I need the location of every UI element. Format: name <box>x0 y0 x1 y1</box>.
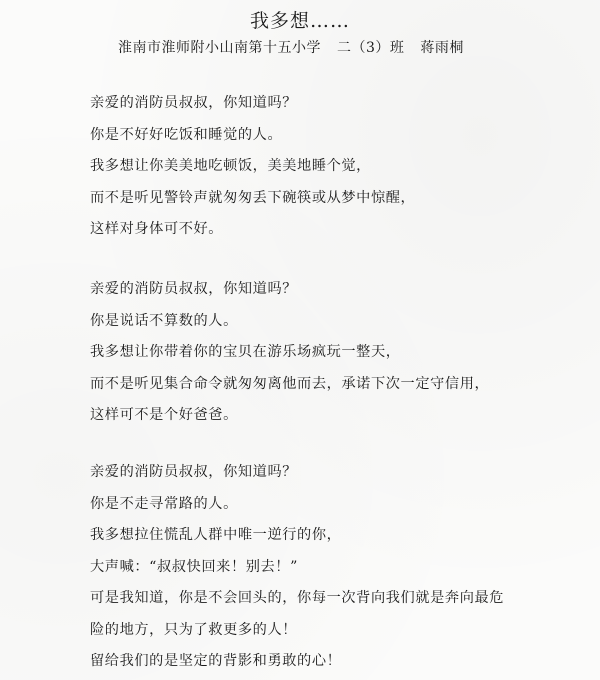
stanza-2 <box>90 274 489 432</box>
poem-line: 你是不好好吃饭和睡觉的人。 <box>90 126 283 143</box>
poem-line: 我多想让你带着你的宝贝在游乐场疯玩一整天， <box>90 344 401 360</box>
poem-line: 而不是听见警铃声就匆匆丢下碗筷或从梦中惊醒， <box>90 189 416 206</box>
school-name: 淮南市淮师附小山南第十五小学 <box>118 40 321 56</box>
poem-line: 这样对身体可不好。 <box>90 221 224 237</box>
byline <box>118 37 464 57</box>
poem-line: 亲爱的消防员叔叔，你知道吗？ <box>90 464 298 480</box>
poem-line: 可是我知道，你是不会回头的，你每一次背向我们就是奔向最危 <box>90 590 505 606</box>
poem-line: 而不是听见集合命令就匆匆离他而去，承诺下次一定守信用， <box>90 375 490 392</box>
document-title: 我多想…… <box>249 10 350 32</box>
author-name: 蒋雨桐 <box>420 40 464 56</box>
class-name: 二（3）班 <box>337 40 405 56</box>
poem-line: 你是不走寻常路的人。 <box>90 495 238 512</box>
poem-line: 我多想让你美美地吃顿饭，美美地睡个觉， <box>90 158 371 174</box>
poem-line: 留给我们的是坚定的背影和勇敢的心！ <box>90 653 342 669</box>
stanza-1 <box>90 88 415 246</box>
poem-line: 亲爱的消防员叔叔，你知道吗？ <box>90 281 298 297</box>
poem-line: 险的地方，只为了救更多的人！ <box>90 621 298 638</box>
poem-line: 你是说话不算数的人。 <box>90 312 238 329</box>
poem-line: 我多想拉住慌乱人群中唯一逆行的你， <box>90 527 342 543</box>
stanza-3 <box>90 457 504 678</box>
poem-line: 大声喊：“叔叔快回来！别去！” <box>90 558 298 575</box>
poem-line: 这样可不是个好爸爸。 <box>90 407 238 423</box>
poem-line: 亲爱的消防员叔叔，你知道吗？ <box>90 95 298 111</box>
